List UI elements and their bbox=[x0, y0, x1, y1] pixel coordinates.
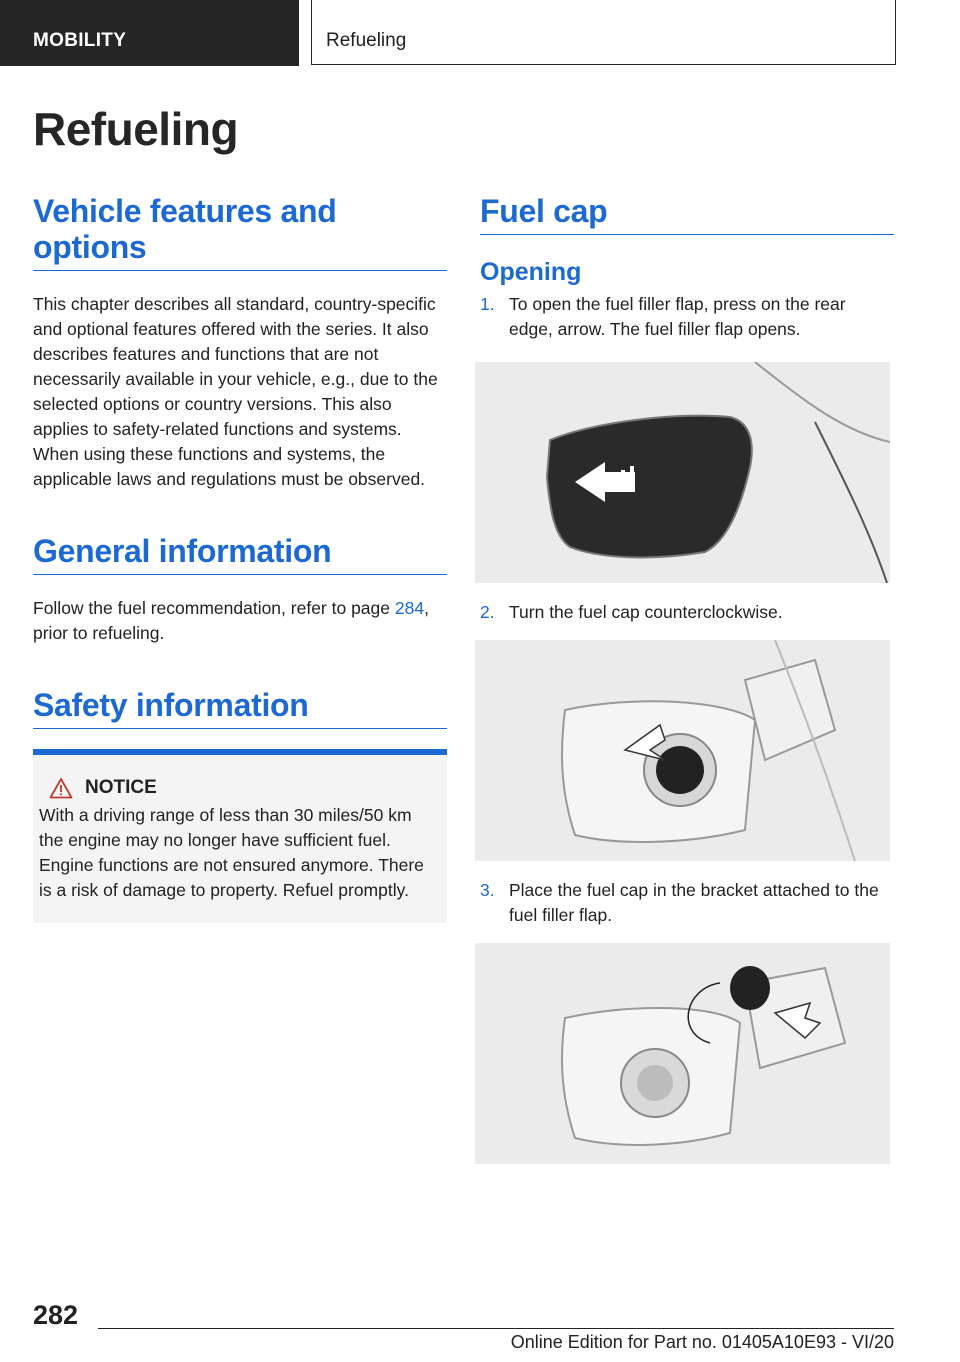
steps-list bbox=[480, 292, 894, 1164]
step-text: Turn the fuel cap counterclockwise. bbox=[509, 602, 783, 622]
page-title: Refueling bbox=[33, 103, 239, 155]
right-column bbox=[480, 193, 894, 1164]
vehicle-features-section bbox=[33, 193, 447, 492]
general-info-section bbox=[33, 533, 447, 646]
step-item bbox=[480, 600, 894, 861]
general-info-text: Follow the fuel recommendation, refer to page bbox=[33, 598, 395, 618]
opening-subheading: Opening bbox=[480, 258, 582, 286]
step-number: 1. bbox=[480, 294, 495, 314]
left-column bbox=[33, 193, 447, 923]
page-reference-link[interactable]: 284 bbox=[394, 598, 425, 618]
step-item bbox=[480, 292, 894, 583]
notice-body: With a driving range of less than 30 miles/50 km the engine may no longer have sufficient fuel. Engine functions are not ensured anymore. There is a risk of damage to property. Refuel promptly. bbox=[39, 805, 424, 900]
step-number: 3. bbox=[480, 880, 495, 900]
page-header bbox=[0, 0, 960, 66]
step-number: 2. bbox=[480, 602, 495, 622]
footer-edition: Online Edition for Part no. 01405A10E93 - VI/20 bbox=[510, 1332, 894, 1352]
general-info-text-end: , prior to refueling. bbox=[33, 598, 429, 643]
chapter-label: Refueling bbox=[326, 30, 407, 51]
safety-info-heading: Safety information bbox=[33, 687, 447, 729]
chapter-tab bbox=[311, 0, 896, 65]
section-tab bbox=[0, 0, 299, 66]
general-info-body bbox=[33, 596, 447, 646]
notice-title: NOTICE bbox=[85, 777, 157, 798]
step-item bbox=[480, 878, 894, 1164]
step-text: To open the fuel filler flap, press on the rear edge, arrow. The fuel filler flap opens. bbox=[509, 294, 846, 339]
notice-header bbox=[39, 777, 439, 799]
fuel-cap-heading: Fuel cap bbox=[480, 193, 894, 235]
fuel-cap-turn-image bbox=[475, 640, 890, 861]
step-text: Place the fuel cap in the bracket attached to the fuel filler flap. bbox=[509, 880, 879, 925]
fuel-cap-bracket-image bbox=[475, 943, 890, 1164]
section-label: MOBILITY bbox=[33, 30, 127, 51]
notice-box bbox=[33, 749, 447, 923]
vehicle-features-body: This chapter describes all standard, country-specific and optional features offered with the series. It also describes features and functions that are not necessarily available in your vehicle, e.g., due to the selected options or country versions. This also applies to safety-related functions and systems. When using these functions and systems, the applicable laws and regulations must be observed. bbox=[33, 294, 438, 489]
page-number: 282 bbox=[33, 1300, 79, 1330]
vehicle-features-heading: Vehicle features and options bbox=[33, 193, 447, 271]
fuel-filler-flap-image bbox=[475, 362, 890, 583]
safety-info-section bbox=[33, 687, 447, 923]
warning-triangle-icon bbox=[49, 777, 73, 799]
footer-divider bbox=[98, 1328, 894, 1329]
general-info-heading: General information bbox=[33, 533, 447, 575]
